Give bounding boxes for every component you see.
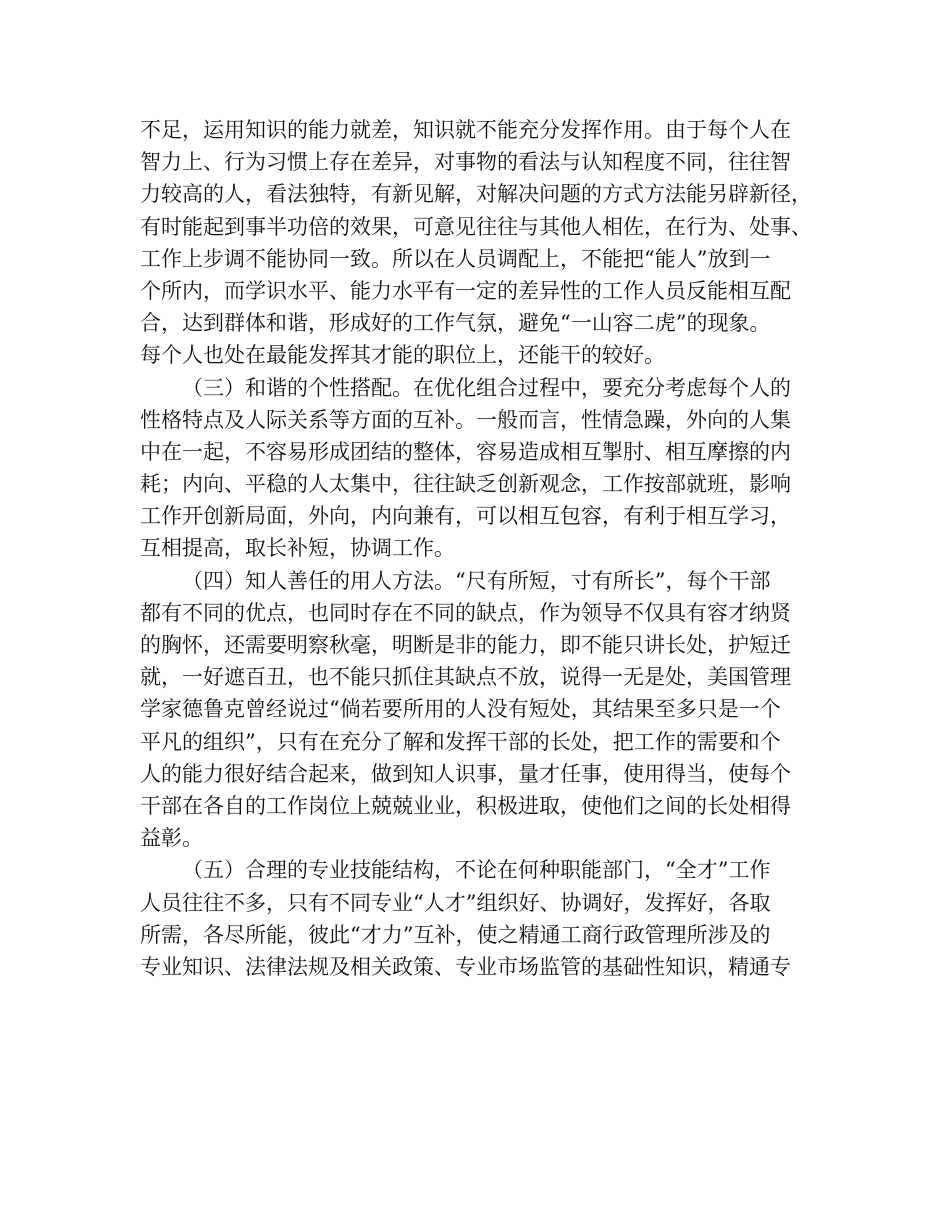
text-line: 耗；内向、平稳的人太集中，往往缺乏创新观念，工作按部就班，影响 (140, 472, 791, 497)
text-line: 专业知识、法律法规及相关政策、专业市场监管的基础性知识，精通专 (140, 954, 791, 979)
body-text (140, 114, 820, 983)
text-line: （五）合理的专业技能结构，不论在何种职能部门，“全才”工作 (182, 858, 771, 883)
text-line: 平凡的组织”，只有在充分了解和发挥干部的长处，把工作的需要和个 (140, 729, 781, 754)
text-line: 互相提高，取长补短，协调工作。 (140, 536, 455, 561)
text-line: 力较高的人，看法独特，有新见解，对解决问题的方式方法能另辟新径， (140, 182, 812, 207)
paragraph-1 (140, 114, 820, 372)
paragraph-2 (140, 372, 820, 565)
text-line: 工作开创新局面，外向，内向兼有，可以相互包容，有利于相互学习， (140, 504, 791, 529)
text-line: 合，达到群体和谐，形成好的工作气氛，避免“一山容二虎”的现象。 (140, 311, 771, 336)
text-line: 中在一起，不容易形成团结的整体，容易造成相互掣肘、相互摩擦的内 (140, 439, 791, 464)
text-line: 益彰。 (140, 826, 203, 851)
text-line: 都有不同的优点，也同时存在不同的缺点，作为领导不仅具有容才纳贤 (140, 600, 791, 625)
text-line: （三）和谐的个性搭配。在优化组合过程中，要充分考虑每个人的 (182, 375, 791, 400)
text-line: 的胸怀，还需要明察秋毫，明断是非的能力，即不能只讲长处，护短迁 (140, 633, 791, 657)
text-line: 人的能力很好结合起来，做到知人识事，量才任事，使用得当，使每个 (140, 761, 791, 786)
text-line: 不足，运用知识的能力就差，知识就不能充分发挥作用。由于每个人在 (140, 118, 791, 142)
text-line: 工作上步调不能协同一致。所以在人员调配上，不能把“能人”放到一 (140, 246, 771, 271)
paragraph-4 (140, 854, 820, 983)
text-line: 个所内，而学识水平、能力水平有一定的差异性的工作人员反能相互配 (140, 278, 791, 303)
text-line: 每个人也处在最能发挥其才能的职位上，还能干的较好。 (140, 343, 665, 368)
text-line: 学家德鲁克曾经说过“倘若要所用的人没有短处，其结果至多只是一个 (140, 697, 781, 722)
text-line: （四）知人善任的用人方法。“尺有所短，寸有所长”，每个干部 (182, 568, 771, 593)
text-line: 性格特点及人际关系等方面的互补。一般而言，性情急躁，外向的人集 (140, 407, 791, 432)
text-line: 智力上、行为习惯上存在差异，对事物的看法与认知程度不同，往往智 (140, 150, 791, 175)
text-line: 有时能起到事半功倍的效果，可意见往往与其他人相佐，在行为、处事、 (140, 214, 812, 239)
text-line: 干部在各自的工作岗位上兢兢业业，积极进取，使他们之间的长处相得 (140, 793, 791, 818)
paragraph-3 (140, 565, 820, 855)
text-line: 所需，各尽所能，彼此“才力”互补，使之精通工商行政管理所涉及的 (140, 922, 771, 947)
text-line: 就，一好遮百丑，也不能只抓住其缺点不放，说得一无是处，美国管理 (140, 665, 791, 690)
text-line: 人员往往不多，只有不同专业“人才”组织好、协调好，发挥好，各取 (140, 890, 771, 915)
